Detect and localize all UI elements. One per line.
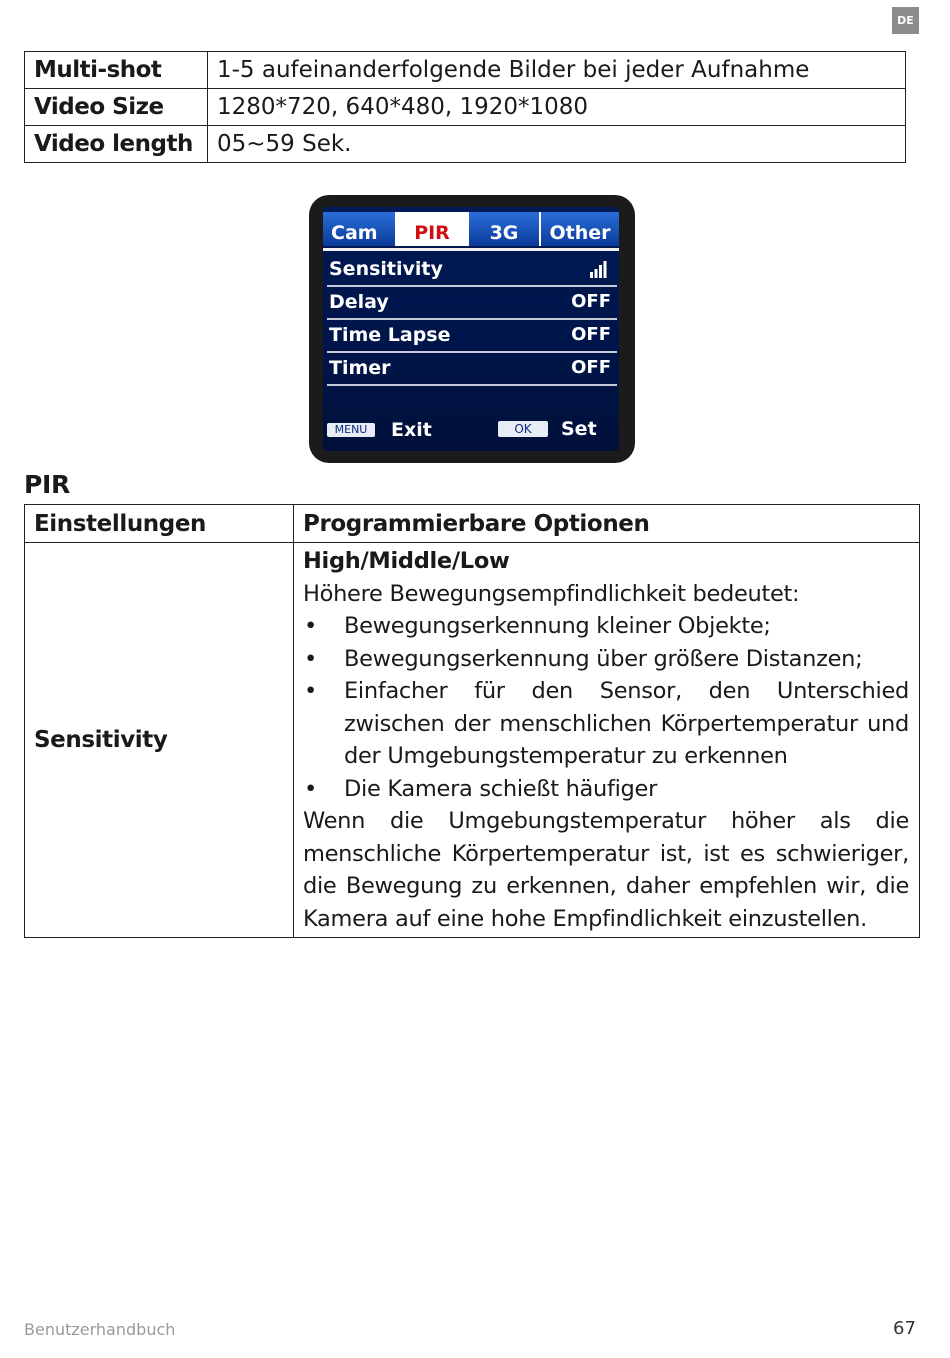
menu-item-value: OFF bbox=[571, 357, 611, 378]
signal-bars-icon bbox=[589, 260, 607, 278]
menu-key-icon: MENU bbox=[327, 423, 375, 437]
table-row bbox=[25, 543, 920, 938]
camera-screen-photo bbox=[309, 195, 635, 463]
table-row bbox=[25, 52, 906, 89]
camera-menu-footer bbox=[323, 417, 619, 447]
menu-item-value: OFF bbox=[571, 291, 611, 312]
tab-pir: PIR bbox=[395, 212, 469, 246]
language-badge: DE bbox=[892, 7, 919, 34]
description-intro: Höhere Bewegungsempfindlichkeit bedeutet: bbox=[303, 580, 800, 607]
spec-key: Video length bbox=[25, 126, 208, 163]
menu-item-sensitivity bbox=[327, 254, 617, 284]
setting-name: Sensitivity bbox=[25, 543, 294, 938]
menu-item-label: Time Lapse bbox=[329, 324, 451, 346]
tab-cam: Cam bbox=[323, 212, 395, 246]
camera-menu-screen bbox=[323, 207, 619, 451]
bullet-list bbox=[303, 610, 909, 805]
list-item: • Einfacher für den Sensor, den Unterschied zwischen der menschlichen Körpertemperatur und der Umgebungstemperatur zu erkennen bbox=[303, 675, 909, 773]
table-header-row bbox=[25, 505, 920, 543]
menu-item-label: Delay bbox=[329, 291, 389, 313]
ok-key-icon: OK bbox=[498, 421, 548, 437]
menu-item-label: Sensitivity bbox=[329, 258, 443, 280]
spec-key: Video Size bbox=[25, 89, 208, 126]
column-header: Programmierbare Optionen bbox=[294, 505, 920, 543]
table-row bbox=[25, 89, 906, 126]
list-item: • Bewegungserkennung kleiner Objekte; bbox=[303, 610, 909, 643]
section-heading: PIR bbox=[24, 470, 70, 499]
table-row bbox=[25, 126, 906, 163]
column-header: Einstellungen bbox=[25, 505, 294, 543]
menu-item-delay bbox=[327, 287, 617, 317]
menu-item-timer bbox=[327, 353, 617, 383]
spec-value: 1280*720, 640*480, 1920*1080 bbox=[208, 89, 906, 126]
footer-title: Benutzerhandbuch bbox=[24, 1320, 176, 1339]
description-note: Wenn die Umgebungstemperatur höher als die menschliche Körpertemperatur ist, ist es schwieriger, die Bewegung zu erkennen, daher empfehlen wir, die Kamera auf eine hohe Empfindlichkeit einzustellen. bbox=[303, 808, 909, 932]
tab-divider bbox=[323, 248, 619, 251]
spec-key: Multi-shot bbox=[25, 52, 208, 89]
menu-item-time-lapse bbox=[327, 320, 617, 350]
setting-description bbox=[294, 543, 920, 938]
spec-table bbox=[24, 51, 906, 163]
pir-table bbox=[24, 504, 920, 938]
exit-label: Exit bbox=[391, 419, 432, 441]
set-label: Set bbox=[561, 418, 597, 440]
list-item: • Die Kamera schießt häufiger bbox=[303, 773, 909, 806]
list-item: • Bewegungserkennung über größere Distanzen; bbox=[303, 643, 909, 676]
spec-value: 05~59 Sek. bbox=[208, 126, 906, 163]
camera-menu-tabs bbox=[323, 212, 619, 248]
menu-item-label: Timer bbox=[329, 357, 391, 379]
tab-other: Other bbox=[541, 212, 619, 246]
page-number: 67 bbox=[893, 1318, 916, 1339]
menu-item-value: OFF bbox=[571, 324, 611, 345]
spec-value: 1-5 aufeinanderfolgende Bilder bei jeder Aufnahme bbox=[208, 52, 906, 89]
tab-3g: 3G bbox=[469, 212, 541, 246]
option-values: High/Middle/Low bbox=[303, 548, 510, 574]
divider bbox=[327, 384, 617, 386]
